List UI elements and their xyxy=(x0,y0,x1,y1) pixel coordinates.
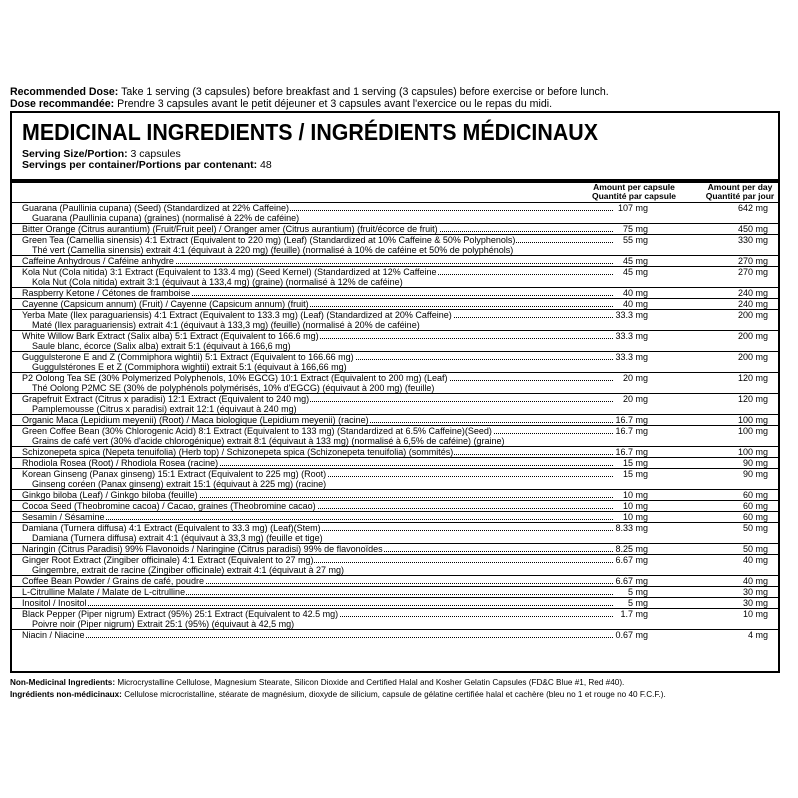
ingredient-line xyxy=(22,256,768,266)
serving-size-label: Serving Size/Portion: xyxy=(22,148,128,160)
amount-per-day: 100 mg xyxy=(737,415,768,425)
ingredient-name-fr: Guggulstérones E et Z (Commiphora wightii) extrait 5:1 (équivaut à 166,66 mg) xyxy=(32,362,347,372)
amount-per-capsule: 15 mg xyxy=(622,458,648,468)
amount-per-capsule: 0.67 mg xyxy=(615,630,648,640)
ingredient-name: P2 Oolong Tea SE (30% Polymerized Polyphenols, 10% EGCG) 10:1 Extract (Equivalent to 200 mg) (Leaf) xyxy=(22,373,448,383)
ingredient-line xyxy=(22,576,768,586)
amount-per-day: 120 mg xyxy=(737,373,768,383)
ingredient-line xyxy=(22,288,768,298)
ingredient-name: Schizonepeta spica (Nepeta tenuifolia) (Herb top) / Schizonepeta spica (Schizonepeta tenuifolia) (sommités) xyxy=(22,447,454,457)
ingredient-name-fr: Gingembre, extrait de racine (Zingiber officinale) extrait 4:1 (équivaut à 27 mg) xyxy=(32,565,344,575)
amount-per-capsule: 45 mg xyxy=(622,267,648,277)
ingredient-name: Coffee Bean Powder / Grains de café, poudre xyxy=(22,576,204,586)
ingredient-line xyxy=(22,512,768,522)
dose-en-label: Recommended Dose: xyxy=(10,86,119,98)
ingredient-row xyxy=(12,298,778,309)
amount-per-day: 120 mg xyxy=(737,394,768,404)
ingredient-line xyxy=(22,609,768,619)
ingredient-name: Naringin (Citrus Paradisi) 99% Flavonoids / Naringine (Citrus paradisi) 99% de flavonoïdes xyxy=(22,544,383,554)
ingredient-name: Caffeine Anhydrous / Caféine anhydre xyxy=(22,256,174,266)
ingredient-name: Bitter Orange (Citrus aurantium) (Fruit/Fruit peel) / Oranger amer (Citrus aurantium) (fruit/écorce de fruit) xyxy=(22,224,438,234)
amount-per-capsule: 20 mg xyxy=(622,394,648,404)
ingredient-name-fr: Guarana (Paullinia cupana) (graines) (normalisé à 22% de caféine) xyxy=(32,213,300,223)
non-medicinal-en-text: Microcrystalline Cellulose, Magnesium Stearate, Silicon Dioxide and Certified Halal and Kosher Gelatin Capsules (FD&C Blue #1, Red #40). xyxy=(115,678,625,687)
ingredient-line xyxy=(22,598,768,608)
recommended-dose-en xyxy=(10,86,790,98)
amount-per-capsule: 75 mg xyxy=(622,224,648,234)
ingredient-line xyxy=(22,630,768,640)
ingredient-line xyxy=(22,352,768,362)
ingredient-row xyxy=(12,575,778,586)
amount-per-capsule: 10 mg xyxy=(622,501,648,511)
ingredient-row xyxy=(12,309,778,330)
ingredient-row xyxy=(12,414,778,425)
medicinal-ingredients-panel xyxy=(10,111,780,673)
ingredient-name-fr: Thé Oolong P2MC SE (30% de polyphénols polymérisés, 10% d'EGCG) (équivaut à 200 mg) (feuille) xyxy=(32,383,435,393)
ingredient-name-fr: Poivre noir (Piper nigrum) Extrait 25:1 (95%) (équivaut à 42,5 mg) xyxy=(32,619,295,629)
ingredient-line xyxy=(22,447,768,457)
column-header-day-en: Amount per day xyxy=(707,182,773,192)
ingredient-name-fr: Grains de café vert (30% d'acide chlorogénique) extrait 8:1 (équivaut à 133 mg) (normalisé à 6,5% de caféine) (graine) xyxy=(32,436,505,446)
recommended-dose-fr xyxy=(10,98,790,110)
amount-per-capsule: 8.25 mg xyxy=(615,544,648,554)
ingredient-row xyxy=(12,554,778,575)
ingredient-name: Inositol / Inositol xyxy=(22,598,87,608)
non-medicinal-fr xyxy=(10,689,666,700)
ingredient-line xyxy=(22,415,768,425)
amount-per-capsule: 107 mg xyxy=(617,203,648,213)
amount-per-capsule: 40 mg xyxy=(622,288,648,298)
ingredient-name: L-Citrulline Malate / Malate de L-citrulline xyxy=(22,587,186,597)
ingredient-name: Guggulsterone E and Z (Commiphora wightii) 5:1 Extract (Equivalent to 166.66 mg) xyxy=(22,352,354,362)
ingredient-line xyxy=(22,373,768,383)
ingredient-line xyxy=(22,224,768,234)
ingredient-name: Organic Maca (Lepidium meyenii) (Root) / Maca biologique (Lepidium meyenii) (racine) xyxy=(22,415,369,425)
column-header-capsule xyxy=(579,183,689,201)
non-medicinal-fr-text: Cellulose microcristalline, stéarate de magnésium, dioxyde de silicium, capsule de gélatine certifiée halal et cachère (bleu no 1 et rouge no 40 F.C.F.). xyxy=(121,690,666,699)
amount-per-day: 200 mg xyxy=(737,352,768,362)
ingredient-row xyxy=(12,393,778,414)
ingredient-line xyxy=(22,310,768,320)
amount-per-capsule: 15 mg xyxy=(622,469,648,479)
dot-leader xyxy=(22,519,613,520)
ingredient-name: Black Pepper (Piper nigrum) Extract (95%) 25:1 Extract (Equivalent to 42.5 mg) xyxy=(22,609,339,619)
amount-per-capsule: 33.3 mg xyxy=(615,352,648,362)
ingredient-line xyxy=(22,299,768,309)
ingredient-name: Green Tea (Camellia sinensis) 4:1 Extract (Equivalent to 220 mg) (Leaf) (Standardized at 10% Caffeine & 50% Polyphenols) xyxy=(22,235,516,245)
ingredient-name-fr: Saule blanc, écorce (Salix alba) extrait 5:1 (équivaut à 166,6 mg) xyxy=(32,341,291,351)
amount-per-day: 50 mg xyxy=(742,544,768,554)
ingredient-name: Cocoa Seed (Theobromine cacoa) / Cacao, graines (Theobromine cacao) xyxy=(22,501,316,511)
servings-value: 48 xyxy=(257,159,272,171)
dose-fr-text: Prendre 3 capsules avant le petit déjeuner et 3 capsules avant l'exercice ou le repas du midi. xyxy=(114,98,553,110)
amount-per-capsule: 40 mg xyxy=(622,299,648,309)
dose-en-text: Take 1 serving (3 capsules) before breakfast and 1 serving (3 capsules) before exercise or before lunch. xyxy=(118,86,609,98)
ingredient-line xyxy=(22,587,768,597)
amount-per-day: 642 mg xyxy=(737,203,768,213)
ingredient-row xyxy=(12,608,778,629)
amount-per-day: 330 mg xyxy=(737,235,768,245)
ingredient-name: Sesamin / Sésamine xyxy=(22,512,105,522)
ingredient-line xyxy=(22,469,768,479)
amount-per-capsule: 55 mg xyxy=(622,235,648,245)
ingredient-name: Green Coffee Bean (30% Chlorogenic Acid) 8:1 Extract (Equivalent to 133 mg) (Standardized at 6.5% Caffeine)(Seed) xyxy=(22,426,492,436)
ingredient-name: Damiana (Turnera diffusa) 4:1 Extract (Equivalent to 33.3 mg) (Leaf)(Stem) xyxy=(22,523,321,533)
ingredient-line xyxy=(22,394,768,404)
amount-per-day: 240 mg xyxy=(737,299,768,309)
ingredient-row xyxy=(12,223,778,234)
ingredient-line xyxy=(22,458,768,468)
amount-per-capsule: 6.67 mg xyxy=(615,576,648,586)
ingredient-row xyxy=(12,489,778,500)
servings-per-container xyxy=(22,160,272,171)
ingredient-row xyxy=(12,351,778,372)
ingredient-row xyxy=(12,522,778,543)
ingredient-row xyxy=(12,372,778,393)
amount-per-day: 200 mg xyxy=(737,331,768,341)
ingredient-line xyxy=(22,544,768,554)
ingredient-name-fr: Kola Nut (Cola nitida) extrait 3:1 (équivaut à 133,4 mg) (graine) (normalisé à 12% de caféine) xyxy=(32,277,403,287)
amount-per-day: 4 mg xyxy=(747,630,768,640)
ingredient-row xyxy=(12,586,778,597)
amount-per-capsule: 6.67 mg xyxy=(615,555,648,565)
amount-per-day: 270 mg xyxy=(737,256,768,266)
ingredient-row xyxy=(12,500,778,511)
amount-per-capsule: 1.7 mg xyxy=(620,609,648,619)
amount-per-day: 60 mg xyxy=(742,490,768,500)
ingredient-name: Raspberry Ketone / Cétones de framboise xyxy=(22,288,191,298)
ingredient-name-fr: Thé vert (Camellia sinensis) extrait 4:1 (équivaut à 220 mg) (feuille) (normalisé à 10% de caféine et 50% de polyphénols) xyxy=(32,245,514,255)
amount-per-day: 30 mg xyxy=(742,598,768,608)
ingredient-line xyxy=(22,267,768,277)
amount-per-day: 100 mg xyxy=(737,447,768,457)
servings-label: Servings per container/Portions par contenant: xyxy=(22,159,258,171)
ingredient-name: Guarana (Paullinia cupana) (Seed) (Standardized at 22% Caffeine) xyxy=(22,203,289,213)
amount-per-capsule: 5 mg xyxy=(627,598,648,608)
ingredient-name: White Willow Bark Extract (Salix alba) 5:1 Extract (Equivalent to 166.6 mg) xyxy=(22,331,319,341)
column-header-day-fr: Quantité par jour xyxy=(705,191,775,201)
ingredient-name: Ginger Root Extract (Zingiber officinale) 4:1 Extract (Equivalent to 27 mg) xyxy=(22,555,314,565)
amount-per-capsule: 10 mg xyxy=(622,512,648,522)
column-header-capsule-en: Amount per capsule xyxy=(593,182,675,192)
ingredient-name-fr: Maté (Ilex paraguariensis) extrait 4:1 (équivaut à 133,3 mg) (feuille) (normalisé à 20% de caféine) xyxy=(32,320,420,330)
amount-per-day: 200 mg xyxy=(737,310,768,320)
ingredient-name: Korean Ginseng (Panax ginseng) 15:1 Extract (Equivalent to 225 mg) (Root) xyxy=(22,469,327,479)
dot-leader xyxy=(22,605,613,606)
amount-per-day: 240 mg xyxy=(737,288,768,298)
amount-per-capsule: 33.3 mg xyxy=(615,331,648,341)
ingredient-name: Cayenne (Capsicum annum) (Fruit) / Cayenne (Capsicum annum) (fruit) xyxy=(22,299,309,309)
amount-per-capsule: 5 mg xyxy=(627,587,648,597)
ingredient-row xyxy=(12,287,778,298)
ingredient-line xyxy=(22,501,768,511)
panel-title: MEDICINAL INGREDIENTS / INGRÉDIENTS MÉDICINAUX xyxy=(22,119,598,145)
ingredient-table xyxy=(12,202,778,640)
amount-per-capsule: 8.33 mg xyxy=(615,523,648,533)
amount-per-capsule: 16.7 mg xyxy=(615,426,648,436)
ingredient-row xyxy=(12,202,778,223)
ingredient-line xyxy=(22,203,768,213)
ingredient-name: Yerba Mate (Ilex paraguariensis) 4:1 Extract (Equivalent to 133.3 mg) (Leaf) (Standardized at 20% Caffeine) xyxy=(22,310,452,320)
ingredient-line xyxy=(22,523,768,533)
ingredient-row xyxy=(12,255,778,266)
ingredient-name: Niacin / Niacine xyxy=(22,630,85,640)
amount-per-capsule: 16.7 mg xyxy=(615,447,648,457)
amount-per-day: 90 mg xyxy=(742,458,768,468)
amount-per-day: 50 mg xyxy=(742,523,768,533)
ingredient-row xyxy=(12,457,778,468)
amount-per-day: 40 mg xyxy=(742,555,768,565)
column-header-day xyxy=(702,183,778,201)
ingredient-row xyxy=(12,425,778,446)
ingredient-line xyxy=(22,490,768,500)
amount-per-capsule: 16.7 mg xyxy=(615,415,648,425)
amount-per-day: 60 mg xyxy=(742,512,768,522)
amount-per-capsule: 45 mg xyxy=(622,256,648,266)
amount-per-day: 450 mg xyxy=(737,224,768,234)
ingredient-line xyxy=(22,235,768,245)
amount-per-capsule: 20 mg xyxy=(622,373,648,383)
amount-per-day: 10 mg xyxy=(742,609,768,619)
ingredient-name: Grapefruit Extract (Citrus x paradisi) 12:1 Extract (Equivalent to 240 mg) xyxy=(22,394,310,404)
ingredient-name: Rhodiola Rosea (Root) / Rhodiola Rosea (racine) xyxy=(22,458,219,468)
ingredient-row xyxy=(12,597,778,608)
non-medicinal-en xyxy=(10,677,624,688)
ingredient-row xyxy=(12,543,778,554)
non-medicinal-fr-label: Ingrédients non-médicinaux: xyxy=(10,690,122,699)
ingredient-line xyxy=(22,331,768,341)
ingredient-row xyxy=(12,234,778,255)
ingredient-name-fr: Ginseng coréen (Panax ginseng) extrait 15:1 (équivaut à 225 mg) (racine) xyxy=(32,479,327,489)
ingredient-line xyxy=(22,426,768,436)
non-medicinal-en-label: Non-Medicinal Ingredients: xyxy=(10,678,116,687)
ingredient-row xyxy=(12,511,778,522)
dot-leader xyxy=(22,637,613,638)
amount-per-capsule: 10 mg xyxy=(622,490,648,500)
amount-per-day: 30 mg xyxy=(742,587,768,597)
ingredient-name-fr: Damiana (Turnera diffusa) extrait 4:1 (équivaut à 33,3 mg) (feuille et tige) xyxy=(32,533,323,543)
column-header-capsule-fr: Quantité par capsule xyxy=(591,191,677,201)
amount-per-capsule: 33.3 mg xyxy=(615,310,648,320)
amount-per-day: 60 mg xyxy=(742,501,768,511)
ingredient-row xyxy=(12,468,778,489)
ingredient-name-fr: Pamplemousse (Citrus x paradisi) extrait 12:1 (équivaut à 240 mg) xyxy=(32,404,297,414)
amount-per-day: 90 mg xyxy=(742,469,768,479)
ingredient-row xyxy=(12,266,778,287)
ingredient-row xyxy=(12,330,778,351)
ingredient-line xyxy=(22,555,768,565)
serving-size-value: 3 capsules xyxy=(127,148,181,160)
ingredient-name: Ginkgo biloba (Leaf) / Ginkgo biloba (feuille) xyxy=(22,490,198,500)
amount-per-day: 100 mg xyxy=(737,426,768,436)
ingredient-name: Kola Nut (Cola nitida) 3:1 Extract (Equivalent to 133.4 mg) (Seed Kernel) (Standardized at 12% Caffeine xyxy=(22,267,437,277)
amount-per-day: 270 mg xyxy=(737,267,768,277)
amount-per-day: 40 mg xyxy=(742,576,768,586)
ingredient-row xyxy=(12,446,778,457)
dose-fr-label: Dose recommandée: xyxy=(10,98,115,110)
ingredient-row xyxy=(12,629,778,640)
